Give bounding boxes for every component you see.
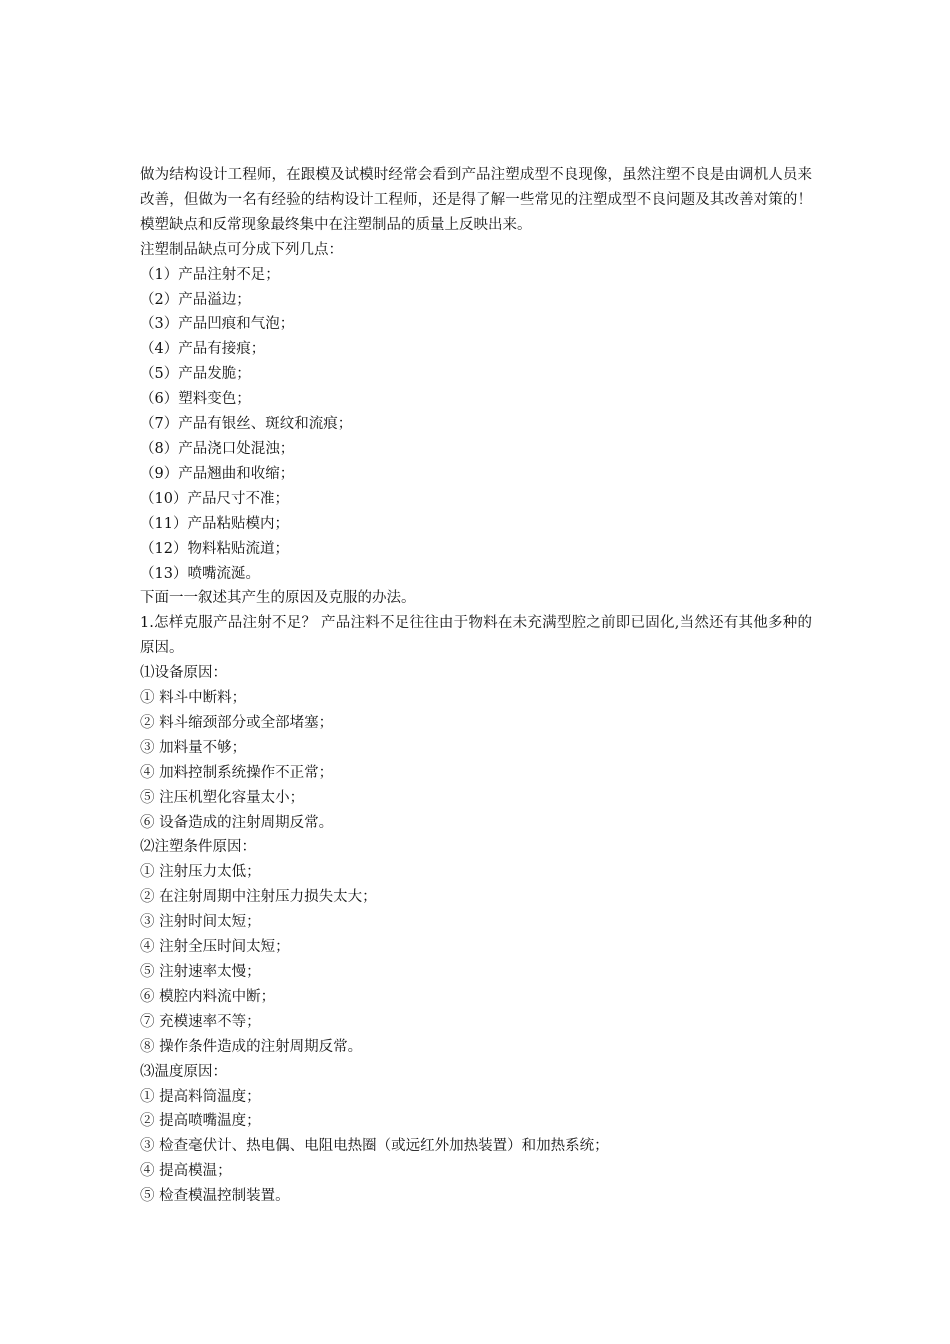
list-item: ⑤ 注射速率太慢； xyxy=(140,964,261,980)
list-item: ④ 注射全压时间太短； xyxy=(140,939,290,956)
list-item: ⑥ 模腔内料流中断； xyxy=(140,988,276,1005)
list-item: ③ 检查毫伏计、热电偶、电阻电热圈（或远红外加热装置）和加热系统； xyxy=(140,1138,609,1155)
question-1-paragraph: 1.怎样克服产品注射不足？ 产品注料不足往往由于物料在未充满型腔之前即已固化,当然还有其他多种的原因。 xyxy=(140,615,812,657)
list-item: （4）产品有接痕； xyxy=(140,341,266,358)
equipment-heading: ⑴设备原因： xyxy=(140,665,227,682)
list-item: ⑤ 注压机塑化容量太小； xyxy=(140,789,305,806)
transition-line: 下面一一叙述其产生的原因及克服的办法。 xyxy=(140,590,416,607)
list-item: ② 提高喷嘴温度； xyxy=(140,1113,261,1130)
list-item: （1）产品注射不足； xyxy=(140,266,280,283)
list-item: ④ 提高模温； xyxy=(140,1163,232,1180)
list-item: ⑦ 充模速率不等； xyxy=(140,1013,261,1030)
list-item: ④ 加料控制系统操作不正常； xyxy=(140,764,334,781)
list-item: （13）喷嘴流涎。 xyxy=(140,565,260,582)
list-item: （10）产品尺寸不准； xyxy=(140,490,289,507)
list-item: ③ 加料量不够； xyxy=(140,739,247,756)
temperature-list xyxy=(140,1085,812,1210)
defects-list xyxy=(140,263,812,587)
list-item: ① 提高料筒温度； xyxy=(140,1088,261,1105)
list-item: ② 料斗缩颈部分或全部堵塞； xyxy=(140,714,334,731)
equipment-list xyxy=(140,686,812,835)
list-item: （9）产品翘曲和收缩； xyxy=(140,465,295,482)
list-item: ⑧ 操作条件造成的注射周期反常。 xyxy=(140,1038,363,1055)
list-item: （5）产品发脆； xyxy=(140,366,251,383)
list-item: ① 料斗中断料； xyxy=(140,690,247,707)
list-item: （3）产品凹痕和气泡； xyxy=(140,316,295,333)
intro-paragraph: 做为结构设计工程师，在跟模及试模时经常会看到产品注塑成型不良现像，虽然注塑不良是由调机人员来改善，但做为一名有经验的结构设计工程师，还是得了解一些常见的注塑成型不良问题及其改善对策的！模塑缺点和反常现象最终集中在注塑制品的质量上反映出来。 xyxy=(140,167,812,233)
list-item: （8）产品浇口处混浊； xyxy=(140,440,295,457)
list-item: ⑤ 检查模温控制装置。 xyxy=(140,1188,290,1205)
list-item: （7）产品有银丝、斑纹和流痕； xyxy=(140,416,353,433)
list-item: （11）产品粘贴模内； xyxy=(140,515,289,532)
list-item: ① 注射压力太低； xyxy=(140,864,261,881)
list-item: （2）产品溢边； xyxy=(140,291,251,308)
defects-heading: 注塑制品缺点可分成下列几点： xyxy=(140,241,343,258)
process-list xyxy=(140,860,812,1059)
process-heading: ⑵注塑条件原因： xyxy=(140,839,256,856)
list-item: （12）物料粘贴流道； xyxy=(140,540,289,557)
list-item: ③ 注射时间太短； xyxy=(140,914,261,931)
document-body xyxy=(140,163,812,1209)
list-item: ② 在注射周期中注射压力损失太大； xyxy=(140,889,377,906)
temperature-heading: ⑶温度原因： xyxy=(140,1063,227,1080)
list-item: ⑥ 设备造成的注射周期反常。 xyxy=(140,814,334,831)
list-item: （6）塑料变色； xyxy=(140,391,251,408)
